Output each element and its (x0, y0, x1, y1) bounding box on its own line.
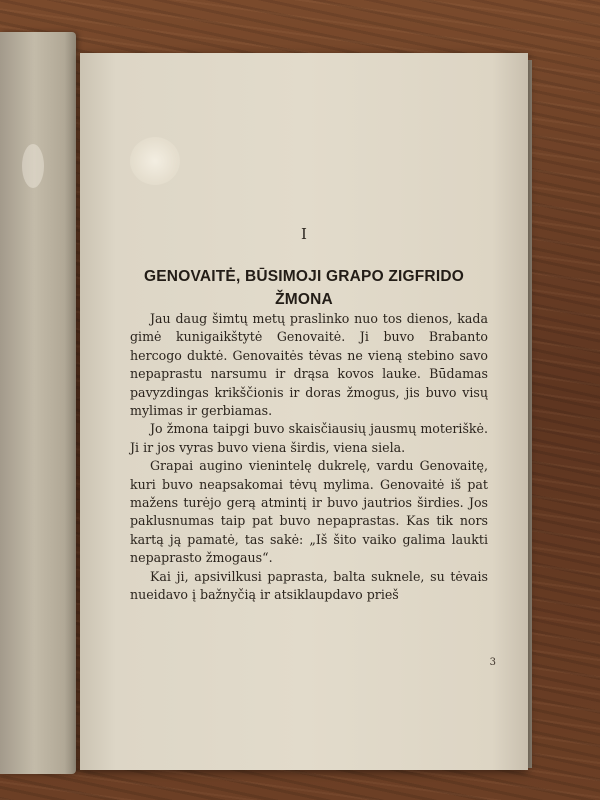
page-blot (22, 144, 44, 188)
paragraph: Jo žmona taipgi buvo skaisčiausių jausmų moteriškė. Ji ir jos vyras buvo viena širdis, viena siela. (130, 421, 488, 455)
page-number: 3 (489, 657, 496, 668)
paper-stain (130, 137, 180, 185)
chapter-number: I (301, 225, 307, 243)
left-page (0, 32, 76, 774)
chapter-title: GENOVAITĖ, BŪSIMOJI GRAPO ZIGFRIDO ŽMONA (144, 268, 464, 308)
paragraph: Jau daug šimtų metų praslinko nuo tos dienos, kada gimė kunigaikštytė Genovaitė. Ji buvo Brabanto hercogo duktė. Genovaitės tėvas ne vieną stebino savo nepaprastu narsumu ir drąsa kovos lauke. Būdamas pavyzdingas krikščionis ir doras žmogus, jis buvo visų mylimas ir gerbiamas. (130, 311, 488, 419)
page-edge-shadow (528, 60, 532, 768)
paragraph: Kai ji, apsivilkusi paprasta, balta suknele, su tėvais nueidavo į bažnyčią ir atsiklaupdavo prieš (130, 568, 488, 603)
book-page (80, 53, 528, 770)
paragraph: Grapai augino vienintelę dukrelę, vardu Genovaitę, kuri buvo neapsakomai tėvų mylima. Genovaitė iš pat mažens turėjo gerą atmintį ir buvo jautrios širdies. Jos paklusnumas taip pat buvo nepaprastas. Kas tik nors kartą ją pamatė, tas sakė: „Iš šito vaiko galima laukti nepaprasto žmogaus“. (130, 458, 488, 566)
body-text (130, 310, 488, 605)
